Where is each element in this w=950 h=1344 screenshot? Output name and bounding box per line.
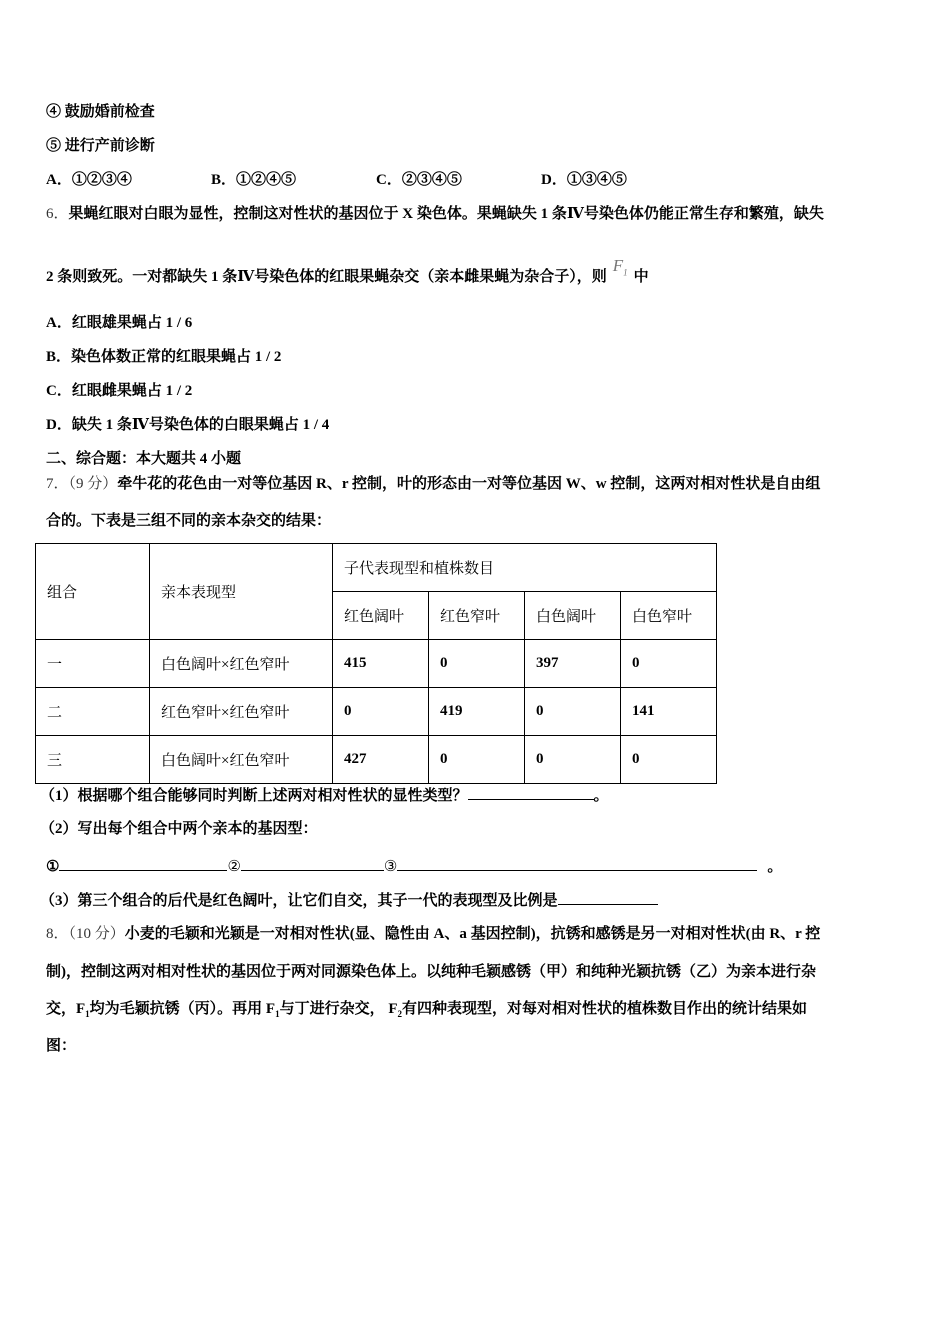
answer-blank[interactable]	[397, 856, 757, 871]
cell-value: 0	[429, 640, 525, 688]
cell-value: 415	[333, 640, 429, 688]
q7-sub2: （2）写出每个组合中两个亲本的基因型：	[40, 821, 318, 837]
q8-line3	[46, 999, 807, 1024]
q7-number: 7．（9 分）	[46, 476, 118, 492]
q8-text: 交，F	[46, 1001, 86, 1017]
cell-parents: 红色窄叶×红色窄叶	[150, 688, 333, 736]
subheader: 白色窄叶	[621, 592, 717, 640]
q5-option-d: D．①③④⑤	[541, 172, 627, 188]
q8-number: 8．（10 分）	[46, 926, 125, 942]
q7-sub3	[40, 890, 658, 911]
header-parents: 亲本表现型	[150, 544, 333, 640]
q6-option-d: D．缺失 1 条Ⅳ号染色体的白眼果蝇占 1 / 4	[46, 417, 330, 433]
q7-sub3-text: （3）第三个组合的后代是红色阔叶，让它们自交，其子一代的表现型及比例是	[40, 893, 558, 909]
table-row	[36, 640, 717, 688]
q7-sub2-end: 。	[767, 859, 783, 875]
cell-group: 一	[36, 640, 150, 688]
q5-option-a: A．①②③④	[46, 172, 132, 188]
blank-label: ①	[46, 859, 60, 875]
cell-parents: 白色阔叶×红色窄叶	[150, 640, 333, 688]
cell-value: 141	[621, 688, 717, 736]
q6-option-b: B．染色体数正常的红眼果蝇占 1 / 2	[46, 349, 282, 365]
q8-text: 有四种表现型，对每对相对性状的植株数目作出的统计结果如	[402, 1001, 808, 1017]
q7-sub1-end: 。	[593, 788, 609, 804]
q6-option-a: A．红眼雄果蝇占 1 / 6	[46, 315, 193, 331]
cell-value: 0	[621, 640, 717, 688]
cell-value: 0	[429, 736, 525, 784]
q8-text1: 小麦的毛颖和光颖是一对相对性状(显、隐性由 A、a 基因控制)，抗锈和感锈是另一对相对性状(由 R、r 控	[124, 926, 821, 942]
cell-value: 427	[333, 736, 429, 784]
q6-stem-text: 果蝇红眼对白眼为显性，控制这对性状的基因位于 X 染色体。果蝇缺失 1 条Ⅳ号染色体仍能正常生存和繁殖，缺失	[68, 206, 824, 222]
cell-value: 0	[621, 736, 717, 784]
table-row	[36, 688, 717, 736]
q7-sub1-text: （1）根据哪个组合能够同时判断上述两对相对性状的显性类型？	[40, 788, 468, 804]
q5-item-4: ④ 鼓励婚前检查	[46, 104, 155, 120]
answer-blank[interactable]	[468, 785, 594, 800]
q8-text: 与丁进行杂交， F	[279, 1001, 398, 1017]
header-offspring: 子代表现型和植株数目	[333, 544, 717, 592]
cell-value: 419	[429, 688, 525, 736]
q8-line2: 制)，控制这两对相对性状的基因位于两对同源染色体上。以纯种毛颖感锈（甲）和纯种光颖抗锈（乙）为亲本进行杂	[46, 964, 817, 980]
subscript: 1	[275, 1009, 280, 1019]
subscript: 2	[397, 1009, 403, 1019]
q5-options	[46, 170, 706, 190]
q8-line1	[46, 924, 820, 944]
f1-letter: F	[612, 256, 624, 275]
section-heading: 二、综合题：本大题共 4 小题	[46, 451, 242, 467]
cell-value: 397	[525, 640, 621, 688]
q6-stem-line2	[46, 256, 649, 292]
cell-value: 0	[333, 688, 429, 736]
subheader: 红色窄叶	[429, 592, 525, 640]
cell-group: 三	[36, 736, 150, 784]
q5-item-5: ⑤ 进行产前诊断	[46, 138, 155, 154]
q7-sub2-blanks	[46, 856, 782, 877]
cell-value: 0	[525, 688, 621, 736]
q8-line4: 图：	[46, 1038, 77, 1054]
header-group: 组合	[36, 544, 150, 640]
cell-parents: 白色阔叶×红色窄叶	[150, 736, 333, 784]
q7-sub1	[40, 785, 609, 806]
subheader: 白色阔叶	[525, 592, 621, 640]
subscript: 1	[85, 1009, 90, 1019]
answer-blank[interactable]	[558, 890, 658, 905]
table-row	[36, 736, 717, 784]
q6-option-c: C．红眼雌果蝇占 1 / 2	[46, 383, 193, 399]
blank-label: ③	[383, 859, 398, 875]
q6-stem-line1	[46, 204, 824, 224]
subheader: 红色阔叶	[333, 592, 429, 640]
cell-value: 0	[525, 736, 621, 784]
f1-subscript: 1	[623, 267, 628, 278]
q7-stem-line1	[46, 474, 820, 494]
cell-group: 二	[36, 688, 150, 736]
answer-blank[interactable]	[241, 856, 384, 871]
q7-stem-line2: 合的。下表是三组不同的亲本杂交的结果：	[46, 513, 332, 529]
q6-stem-text2: 2 条则致死。一对都缺失 1 条Ⅳ号染色体的红眼果蝇杂交（亲本雌果蝇为杂合子），则	[46, 269, 607, 285]
q6-stem-end: 中	[633, 269, 649, 285]
q7-stem-text: 牵牛花的花色由一对等位基因 R、r 控制，叶的形态由一对等位基因 W、w 控制，这两对相对性状是自由组	[117, 476, 821, 492]
q5-option-c: C．②③④⑤	[376, 172, 462, 188]
cross-results-table	[35, 543, 717, 784]
answer-blank[interactable]	[59, 856, 227, 871]
q5-option-b: B．①②④⑤	[211, 172, 297, 188]
q8-text: 均为毛颖抗锈（丙）。再用 F	[89, 1001, 276, 1017]
f1-symbol	[612, 256, 628, 278]
q6-number: 6．	[46, 206, 69, 222]
blank-label: ②	[227, 859, 241, 875]
